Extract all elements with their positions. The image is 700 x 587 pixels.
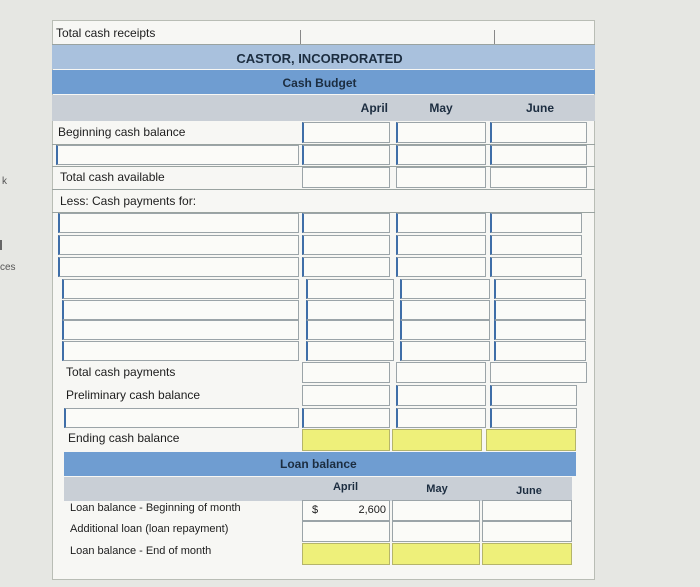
- loan-additional-june[interactable]: [482, 521, 572, 542]
- loan-begin-label: Loan balance - Beginning of month: [70, 502, 241, 514]
- payment-may-input-6[interactable]: [400, 320, 490, 340]
- top-row-divider-2: [494, 30, 495, 44]
- available-may: [396, 167, 486, 188]
- payment-label-input-7[interactable]: [62, 341, 299, 361]
- payment-may-input-4[interactable]: [400, 279, 490, 299]
- payment-april-input-6[interactable]: [306, 320, 394, 340]
- payment-april-input-4[interactable]: [306, 279, 394, 299]
- loan-end-april: [302, 543, 390, 565]
- month-header-may: May: [429, 101, 453, 115]
- adjustment-label-input[interactable]: [64, 408, 299, 428]
- payment-june-input-2[interactable]: [490, 235, 582, 255]
- preliminary-april: [302, 385, 390, 406]
- total-cash-receipts-label: Total cash receipts: [56, 26, 156, 40]
- loan-end-may: [392, 543, 480, 565]
- loan-additional-label: Additional loan (loan repayment): [70, 523, 229, 535]
- sidebar-fragment-ces: ces: [0, 262, 16, 273]
- company-title: CASTOR, INCORPORATED: [236, 51, 403, 66]
- top-row-divider-1: [300, 30, 301, 44]
- payment-label-input-2[interactable]: [58, 235, 299, 255]
- loan-end-label: Loan balance - End of month: [70, 545, 212, 557]
- preliminary-cash-balance-label: Preliminary cash balance: [66, 388, 201, 402]
- payment-june-input-5[interactable]: [494, 300, 586, 320]
- payment-april-input-2[interactable]: [302, 235, 390, 255]
- receipts-label-input[interactable]: [56, 145, 299, 165]
- payment-june-input-4[interactable]: [494, 279, 586, 299]
- payment-may-input-1[interactable]: [396, 213, 486, 233]
- loan-additional-april[interactable]: [302, 521, 390, 542]
- loan-begin-april-dollar: $: [312, 504, 319, 516]
- payment-june-input-3[interactable]: [490, 257, 582, 277]
- payment-label-input-4[interactable]: [62, 279, 299, 299]
- beginning-may-input[interactable]: [396, 122, 486, 143]
- available-june: [490, 167, 587, 188]
- row-line-3: [52, 189, 595, 190]
- ending-may: [392, 429, 482, 451]
- payment-may-input-2[interactable]: [396, 235, 486, 255]
- payment-april-input-3[interactable]: [302, 257, 390, 277]
- loan-begin-april-value: 2,600: [358, 504, 386, 516]
- cash-budget-title: Cash Budget: [282, 76, 357, 90]
- beginning-april-input[interactable]: [302, 122, 390, 143]
- total-cash-available-label: Total cash available: [60, 170, 165, 184]
- ending-april: [302, 429, 390, 451]
- payment-may-input-5[interactable]: [400, 300, 490, 320]
- loan-begin-june: [482, 500, 572, 521]
- total-payments-may: [396, 362, 486, 383]
- month-header-april: April: [360, 101, 388, 115]
- sidebar-divider: [0, 240, 2, 250]
- payment-june-input-6[interactable]: [494, 320, 586, 340]
- receipts-june-input[interactable]: [490, 145, 587, 165]
- receipts-april-input[interactable]: [302, 145, 390, 165]
- total-payments-april: [302, 362, 390, 383]
- loan-begin-may: [392, 500, 480, 521]
- ending-cash-balance-label: Ending cash balance: [68, 431, 180, 445]
- payment-april-input-5[interactable]: [306, 300, 394, 320]
- loan-balance-title: Loan balance: [280, 457, 357, 471]
- total-cash-payments-label: Total cash payments: [66, 365, 176, 379]
- loan-additional-may[interactable]: [392, 521, 480, 542]
- preliminary-may-input[interactable]: [396, 385, 486, 406]
- beginning-june-input[interactable]: [490, 122, 587, 143]
- loan-end-june: [482, 543, 572, 565]
- available-april: [302, 167, 390, 188]
- sidebar-fragment-x: k: [2, 176, 7, 187]
- payment-april-input-1[interactable]: [302, 213, 390, 233]
- payment-label-input-3[interactable]: [58, 257, 299, 277]
- month-header-june: June: [525, 101, 554, 115]
- beginning-cash-balance-label: Beginning cash balance: [58, 125, 186, 139]
- loan-month-april: April: [332, 481, 358, 493]
- payment-may-input-3[interactable]: [396, 257, 486, 277]
- adjustment-june-input[interactable]: [490, 408, 577, 428]
- payment-june-input-7[interactable]: [494, 341, 586, 361]
- preliminary-june-input[interactable]: [490, 385, 577, 406]
- payment-label-input-1[interactable]: [58, 213, 299, 233]
- loan-month-may: May: [426, 483, 448, 495]
- payment-june-input-1[interactable]: [490, 213, 582, 233]
- loan-month-june: June: [516, 485, 542, 497]
- payment-may-input-7[interactable]: [400, 341, 490, 361]
- payment-april-input-7[interactable]: [306, 341, 394, 361]
- adjustment-april-input[interactable]: [302, 408, 390, 428]
- adjustment-may-input[interactable]: [396, 408, 486, 428]
- payment-label-input-5[interactable]: [62, 300, 299, 320]
- total-payments-june: [490, 362, 587, 383]
- less-cash-payments-label: Less: Cash payments for:: [60, 194, 197, 208]
- receipts-may-input[interactable]: [396, 145, 486, 165]
- payment-label-input-6[interactable]: [62, 320, 299, 340]
- ending-june: [486, 429, 576, 451]
